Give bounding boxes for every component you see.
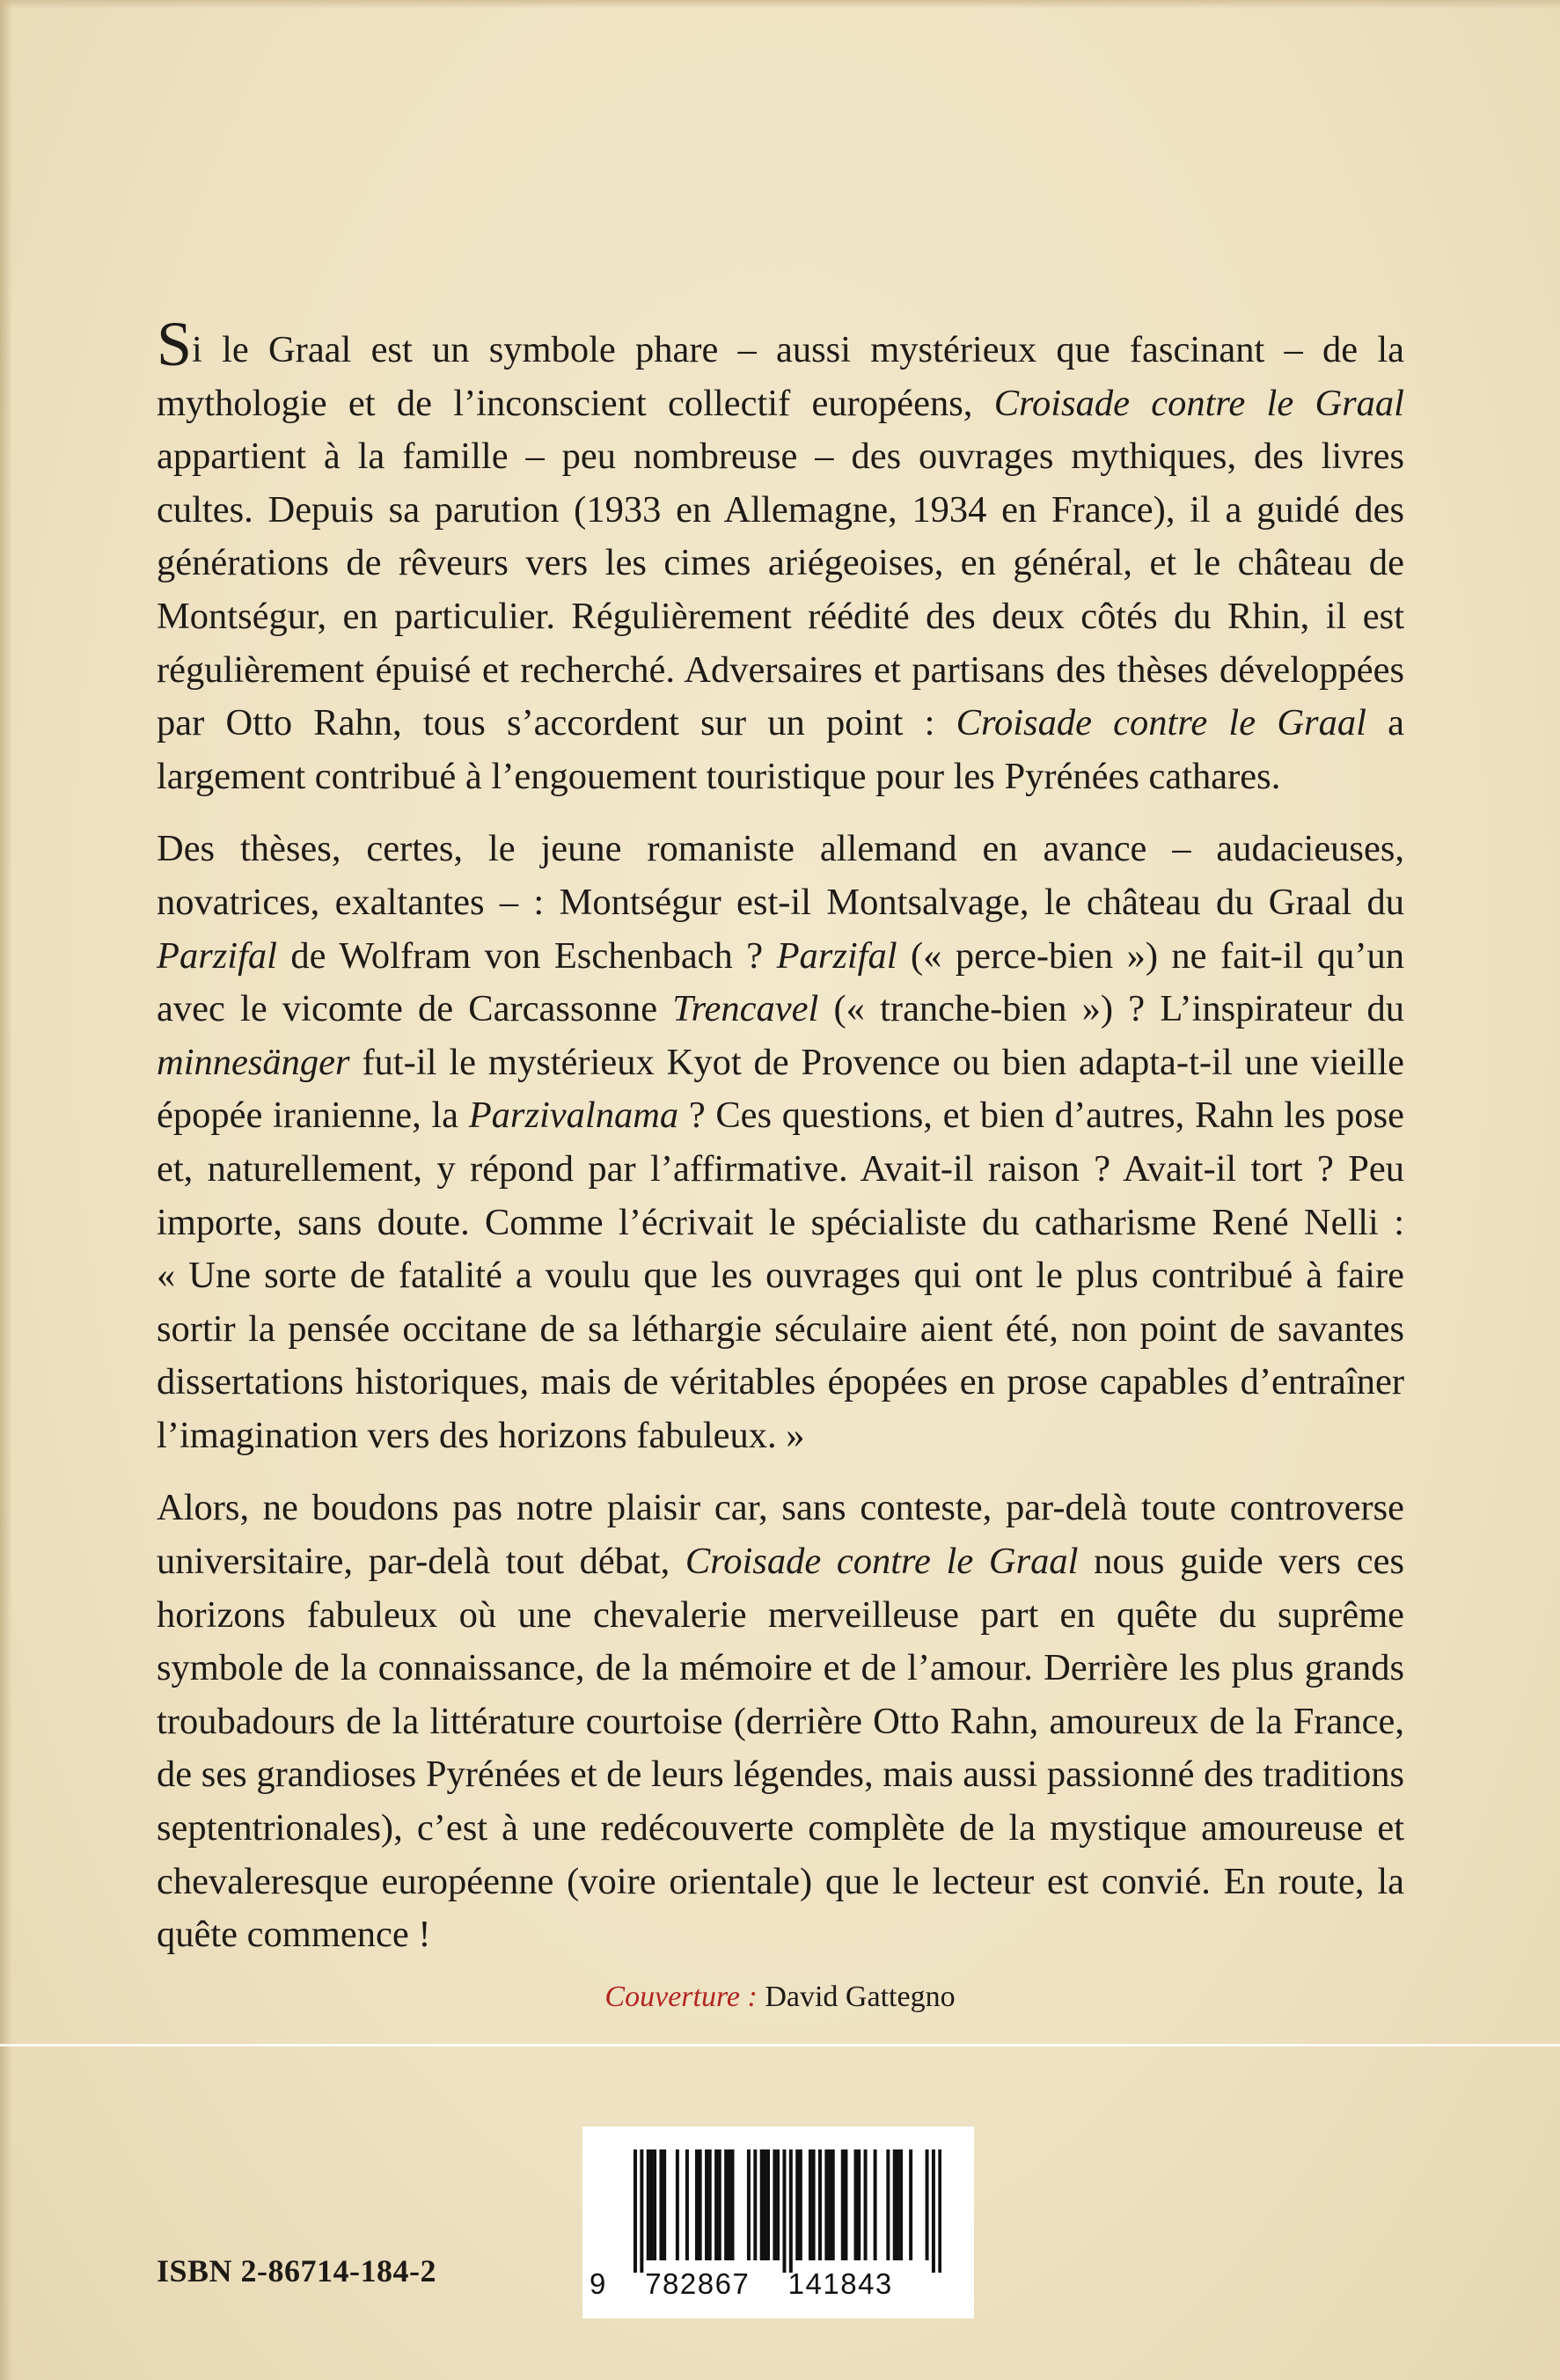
text-run: a largement contribué à l’engouement touristique pour les Pyrénées cathares.	[157, 702, 1404, 797]
italic-title: Trencavel	[672, 988, 819, 1030]
barcode-bar	[647, 2149, 650, 2260]
barcode-bar	[841, 2149, 845, 2260]
barcode-bar	[640, 2149, 643, 2273]
barcode-bar	[708, 2149, 712, 2260]
barcode-bar	[659, 2149, 663, 2260]
cover-left-edge	[0, 0, 12, 2380]
barcode-first-digit: 9	[590, 2267, 607, 2300]
text-run: fut-il le mystérieux Kyot de Provence ou bien adapta-t-il une vieille épopée iranienne, la	[157, 1041, 1404, 1137]
isbn-number: ISBN 2-86714-184-2	[157, 2253, 437, 2288]
barcode-bar	[653, 2149, 656, 2260]
barcode-bar	[809, 2149, 812, 2260]
barcode-bars	[634, 2149, 941, 2273]
barcode-bar	[812, 2149, 816, 2260]
text-run: (« perce-bien ») ne fait-il qu’un avec le vicomte de Carcassonne	[157, 934, 1404, 1030]
blurb-paragraph	[157, 309, 1404, 803]
barcode-bar	[763, 2149, 766, 2260]
barcode-bar	[818, 2149, 822, 2260]
text-run: i le Graal est un symbole phare – aussi mystérieux que fascinant – de la mythologie et de l’inconscient collectif européens,	[157, 329, 1404, 424]
barcode	[582, 2127, 974, 2318]
barcode-bar	[886, 2149, 890, 2260]
italic-title: Croisade contre le Graal	[956, 702, 1366, 744]
barcode-bar	[795, 2149, 799, 2260]
text-run: Des thèses, certes, le jeune romaniste allemand en avance – audacieuses, novatrices, exaltantes – : Montségur est-il Montsalvage, le château du Graal du	[157, 828, 1404, 923]
text-run: nous guide vers ces horizons fabuleux où une chevalerie merveilleuse part en quête du suprême symbole de la connaissance, de la mémoire et de l’amour. Derrière les plus grands troubadours de la littérature courtoise (derrière Otto Rahn, amoureux de la France, de ses grandioses Pyrénées et de leurs légendes, mais aussi passionné des traditions septentrionales), c’est à une redécouverte complète de la mystique amoureuse et chevaleresque européenne (voire orientale) que le lecteur est convié. En route, la quête commence !	[157, 1541, 1404, 1956]
barcode-bar	[909, 2149, 912, 2260]
barcode-bar	[831, 2149, 835, 2260]
barcode-bar	[634, 2149, 637, 2273]
barcode-bar	[747, 2149, 751, 2260]
barcode-bar	[776, 2149, 780, 2260]
barcode-bar	[782, 2149, 786, 2273]
barcode-bar	[728, 2149, 731, 2260]
barcode-bar	[731, 2149, 735, 2260]
barcode-bar	[685, 2149, 689, 2260]
barcode-bar	[695, 2149, 699, 2260]
blurb-text	[157, 309, 1404, 1981]
barcode-bar	[932, 2149, 935, 2273]
barcode-bar	[649, 2149, 653, 2260]
barcode-bar	[724, 2149, 728, 2260]
barcode-bar	[753, 2149, 757, 2260]
barcode-bar	[828, 2149, 831, 2260]
barcode-bar	[799, 2149, 802, 2260]
barcode-right-group: 141843	[787, 2267, 893, 2300]
divider-line	[0, 2044, 1560, 2047]
text-run: (« tranche-bien ») ? L’inspirateur du	[818, 988, 1404, 1030]
barcode-bar	[938, 2149, 941, 2273]
barcode-bar	[854, 2149, 858, 2260]
barcode-bar	[864, 2149, 868, 2260]
text-run: Alors, ne boudons pas notre plaisir car, sans conteste, par-delà toute controverse universitaire, par-delà tout débat,	[157, 1487, 1404, 1583]
cover-top-edge	[0, 0, 1560, 9]
text-run: ? Ces questions, et bien d’autres, Rahn les pose et, naturellement, y répond par l’affirmative. Avait-il raison ? Avait-il tort ? Peu importe, sans doute. Comme l’écrivait le spécialiste du catharisme René Nelli : « Une sorte de fatalité a voulu que les ouvrages qui ont le plus contribué à faire sortir la pensée occitane de sa léthargie séculaire aient été, non point de savantes dissertations historiques, mais de véritables épopées en prose capables d’entraîner l’imagination vers des horizons fabuleux. »	[157, 1095, 1404, 1456]
barcode-bar	[789, 2149, 793, 2273]
barcode-digits	[590, 2267, 959, 2301]
barcode-bar	[899, 2149, 903, 2260]
barcode-bar	[824, 2149, 828, 2260]
barcode-bar	[773, 2149, 776, 2260]
barcode-bar	[699, 2149, 702, 2260]
cover-credit-name: David Gattegno	[765, 1981, 956, 2013]
text-run: de Wolfram von Eschenbach ?	[276, 934, 777, 977]
blurb-paragraph	[157, 1482, 1404, 1961]
barcode-bar	[760, 2149, 764, 2260]
barcode-bar	[714, 2149, 718, 2260]
italic-title: Croisade contre le Graal	[685, 1541, 1079, 1583]
text-run: appartient à la famille – peu nombreuse – des ouvrages mythiques, des livres cultes. Depuis sa parution (1933 en Allemagne, 1934 en France), il a guidé des générations de rêveurs vers les cimes ariégeoises, en général, et le château de Montségur, en particulier. Régulièrement réédité des deux côtés du Rhin, il est régulièrement épuisé et recherché. Adversaires et partisans des thèses développées par Otto Rahn, tous s’accordent sur un point :	[157, 436, 1404, 744]
barcode-bar	[857, 2149, 861, 2260]
barcode-left-group: 782867	[645, 2267, 751, 2300]
italic-title: minnesänger	[157, 1041, 350, 1083]
barcode-bar	[893, 2149, 897, 2260]
barcode-bar	[874, 2149, 877, 2260]
barcode-bar	[896, 2149, 899, 2260]
italic-title: Croisade contre le Graal	[993, 382, 1404, 424]
barcode-bar	[926, 2149, 929, 2260]
barcode-bar	[766, 2149, 770, 2260]
italic-title: Parzifal	[157, 934, 277, 977]
cover-credit	[0, 1981, 1560, 2014]
drop-cap: S	[157, 309, 193, 379]
barcode-bar	[705, 2149, 708, 2260]
barcode-bar	[844, 2149, 847, 2260]
italic-title: Parzifal	[776, 934, 897, 977]
cover-credit-label: Couverture :	[604, 1981, 758, 2013]
blurb-paragraph	[157, 823, 1404, 1462]
barcode-bar	[676, 2149, 679, 2260]
barcode-bar	[663, 2149, 666, 2260]
barcode-bar	[718, 2149, 721, 2260]
italic-title: Parzivalnama	[468, 1095, 679, 1137]
